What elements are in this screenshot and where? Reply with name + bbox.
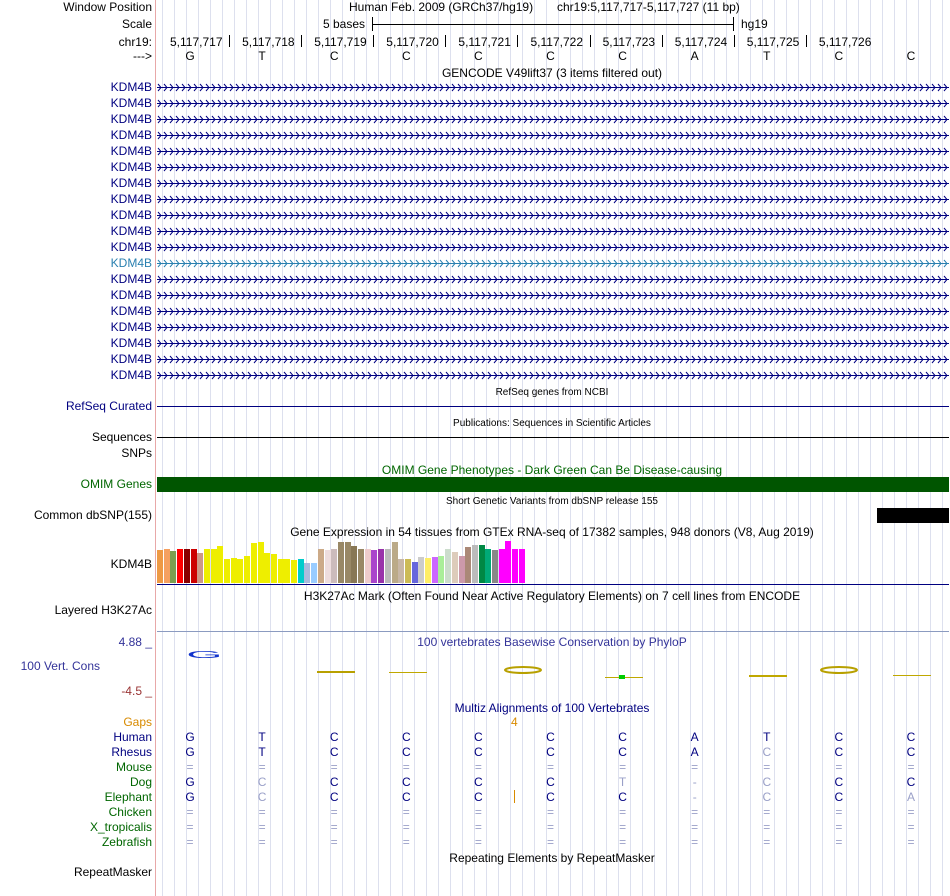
- aligned-base: C: [546, 790, 555, 804]
- snp-item[interactable]: [877, 508, 949, 523]
- gtex-tissue-bar[interactable]: [438, 556, 444, 583]
- gtex-tissue-bar[interactable]: [284, 559, 290, 583]
- gencode-transcript-label[interactable]: KDM4B: [110, 176, 152, 190]
- gencode-transcript[interactable]: [157, 320, 949, 335]
- aligned-base: =: [402, 835, 410, 849]
- aligned-base: C: [546, 775, 555, 789]
- aligned-base: C: [474, 730, 483, 744]
- gencode-transcript[interactable]: [157, 336, 949, 351]
- aligned-base: =: [402, 760, 410, 774]
- gencode-transcript[interactable]: [157, 224, 949, 239]
- gtex-tissue-bar[interactable]: [325, 550, 331, 583]
- reference-base: C: [906, 49, 916, 63]
- gtex-tissue-bar[interactable]: [485, 549, 491, 583]
- aligned-base: A: [906, 790, 915, 804]
- reference-base: C: [618, 49, 627, 63]
- repeatmasker-track-label[interactable]: RepeatMasker: [73, 865, 152, 879]
- omim-track-label[interactable]: OMIM Genes: [80, 477, 152, 491]
- aligned-base: =: [330, 760, 338, 774]
- gtex-tissue-bar[interactable]: [351, 546, 357, 583]
- scale-bar-right-end: [733, 17, 734, 31]
- aligned-base: =: [402, 820, 410, 834]
- aligned-base: =: [619, 835, 627, 849]
- ruler-coordinate: 5,117,721: [458, 35, 511, 49]
- aligned-base: =: [186, 760, 194, 774]
- aligned-base: =: [258, 760, 266, 774]
- gtex-tissue-bar[interactable]: [392, 542, 398, 583]
- gtex-tissue-bar[interactable]: [365, 549, 371, 583]
- reference-base: C: [546, 49, 555, 63]
- ruler-coordinate: 5,117,717: [170, 35, 223, 49]
- gtex-tissue-bar[interactable]: [311, 563, 317, 583]
- aligned-base: =: [474, 835, 482, 849]
- gencode-transcript-label[interactable]: KDM4B: [110, 320, 152, 334]
- gtex-tissue-bar[interactable]: [358, 549, 364, 583]
- aligned-base: =: [186, 835, 194, 849]
- h3k27ac-track-title: H3K27Ac Mark (Often Found Near Active Regulatory Elements) on 7 cell lines from ENCODE: [303, 589, 801, 603]
- ruler-tick: [445, 35, 446, 47]
- label-separator: [155, 0, 156, 896]
- gencode-transcript[interactable]: [157, 288, 949, 303]
- aligned-base: =: [835, 805, 843, 819]
- gtex-tissue-bar[interactable]: [472, 545, 478, 583]
- aligned-base: =: [546, 820, 554, 834]
- species-label[interactable]: Zebrafish: [101, 835, 152, 849]
- ruler-coordinate: 5,117,719: [314, 35, 367, 49]
- aligned-base: C: [834, 730, 844, 744]
- repeatmasker-track-title: Repeating Elements by RepeatMasker: [449, 851, 655, 865]
- gencode-transcript-label[interactable]: KDM4B: [110, 304, 152, 318]
- sequences-line[interactable]: [157, 437, 949, 438]
- ruler-coordinate: 5,117,725: [746, 35, 800, 49]
- gtex-tissue-bar[interactable]: [170, 551, 176, 583]
- ruler-tick: [301, 35, 302, 47]
- gtex-tissue-bar[interactable]: [217, 546, 223, 583]
- aligned-base: T: [763, 730, 771, 744]
- omim-gene-bar[interactable]: [157, 477, 949, 492]
- gtex-tissue-bar[interactable]: [271, 554, 277, 583]
- conservation-mark-c7: [893, 675, 931, 676]
- ruler-tick: [590, 35, 591, 47]
- scale-label: Scale: [121, 17, 152, 31]
- gtex-tissue-bar[interactable]: [345, 542, 351, 583]
- reference-base: C: [474, 49, 483, 63]
- reference-base: C: [834, 49, 844, 63]
- ruler-coordinate: 5,117,718: [242, 35, 295, 49]
- refseq-track-title: RefSeq genes from NCBI: [495, 387, 609, 398]
- gencode-track-title: GENCODE V49lift37 (3 items filtered out): [441, 66, 663, 80]
- aligned-base: C: [401, 775, 411, 789]
- aligned-base: C: [474, 745, 483, 759]
- gtex-tissue-bar[interactable]: [405, 559, 411, 583]
- aligned-base: C: [762, 775, 772, 789]
- aligned-base: =: [186, 805, 194, 819]
- h3k27ac-baseline: [157, 631, 949, 632]
- gencode-transcript-label[interactable]: KDM4B: [110, 352, 152, 366]
- ruler-coordinate: 5,117,720: [386, 35, 439, 49]
- gencode-transcript[interactable]: [157, 192, 949, 207]
- ruler-tick: [517, 35, 518, 47]
- snps-track-label[interactable]: SNPs: [121, 446, 152, 460]
- gencode-transcript-label[interactable]: KDM4B: [110, 240, 152, 254]
- gtex-baseline: [157, 584, 949, 585]
- aligned-base: -: [692, 790, 697, 804]
- aligned-base: C: [546, 730, 555, 744]
- gtex-tissue-bar[interactable]: [385, 549, 391, 583]
- aligned-base: C: [906, 730, 916, 744]
- gtex-tissue-bar[interactable]: [398, 559, 404, 583]
- scale-assembly: hg19: [741, 17, 768, 31]
- ruler-tick: [373, 35, 374, 47]
- conservation-ymin: -4.5 _: [121, 684, 152, 698]
- gencode-transcript[interactable]: [157, 272, 949, 287]
- ruler-tick: [806, 35, 807, 47]
- gtex-tissue-bar[interactable]: [452, 552, 458, 583]
- aligned-base: T: [618, 775, 627, 789]
- gtex-track-title: Gene Expression in 54 tissues from GTEx RNA-seq of 17382 samples, 948 donors (V8, Aug 2019): [290, 525, 814, 539]
- gtex-tissue-bar[interactable]: [191, 549, 197, 583]
- aligned-base: A: [690, 730, 699, 744]
- aligned-base: =: [258, 820, 266, 834]
- gencode-transcript-label[interactable]: KDM4B: [110, 96, 152, 110]
- reference-base: C: [329, 49, 339, 63]
- gencode-transcript[interactable]: [157, 112, 949, 127]
- species-label[interactable]: X_tropicalis: [89, 820, 152, 834]
- gencode-transcript[interactable]: [157, 352, 949, 367]
- ruler-tick: [662, 35, 663, 47]
- conservation-ymax: 4.88 _: [118, 635, 152, 649]
- ruler-coordinate: 5,117,726: [818, 35, 872, 49]
- gtex-tissue-bar[interactable]: [231, 558, 237, 583]
- reference-base: G: [185, 49, 195, 63]
- gencode-transcript-label[interactable]: KDM4B: [110, 336, 152, 350]
- region-text: chr19:5,117,717-5,117,727 (11 bp): [557, 0, 740, 14]
- gtex-tissue-bar[interactable]: [465, 547, 471, 583]
- gtex-tissue-bar[interactable]: [258, 542, 264, 583]
- gencode-transcript-label[interactable]: KDM4B: [110, 80, 152, 94]
- aligned-base: =: [907, 835, 915, 849]
- conservation-mark-c2: [389, 672, 427, 673]
- aligned-base: =: [907, 820, 915, 834]
- gtex-tissue-bar[interactable]: [278, 559, 284, 583]
- aligned-base: =: [691, 835, 699, 849]
- gtex-tissue-bar[interactable]: [251, 543, 257, 583]
- dbsnp-track-title: Short Genetic Variants from dbSNP release 155: [446, 496, 658, 507]
- aligned-base: C: [834, 745, 844, 759]
- gencode-transcript-label[interactable]: KDM4B: [110, 288, 152, 302]
- gencode-transcript-label[interactable]: KDM4B: [110, 256, 152, 270]
- aligned-base: =: [763, 805, 771, 819]
- gtex-bar-chart[interactable]: [157, 540, 557, 583]
- aligned-base: C: [906, 775, 916, 789]
- aligned-base: C: [257, 775, 267, 789]
- h3k27ac-track-label[interactable]: Layered H3K27Ac: [54, 603, 152, 617]
- gtex-tissue-bar[interactable]: [499, 549, 505, 583]
- window-position-label: Window Position: [63, 0, 152, 14]
- gtex-tissue-bar[interactable]: [211, 549, 217, 583]
- aligned-base: T: [258, 730, 266, 744]
- gencode-transcript-label[interactable]: KDM4B: [110, 160, 152, 174]
- gtex-tissue-bar[interactable]: [177, 549, 183, 583]
- conservation-mark-c1: [317, 671, 355, 673]
- reference-base: C: [401, 49, 411, 63]
- aligned-base: =: [763, 760, 771, 774]
- gencode-transcript-label[interactable]: KDM4B: [110, 112, 152, 126]
- gtex-tissue-bar[interactable]: [378, 549, 384, 583]
- aligned-base: C: [329, 790, 339, 804]
- aligned-base: G: [185, 790, 195, 804]
- insertion-mark: [514, 790, 515, 803]
- aligned-base: C: [762, 745, 772, 759]
- gtex-tissue-bar[interactable]: [157, 550, 163, 583]
- ruler-tick: [229, 35, 230, 47]
- species-label[interactable]: Mouse: [115, 760, 152, 774]
- gencode-transcript[interactable]: [157, 208, 949, 223]
- gtex-tissue-bar[interactable]: [412, 562, 418, 583]
- aligned-base: =: [835, 760, 843, 774]
- aligned-base: =: [258, 835, 266, 849]
- scale-bases-text: 5 bases: [323, 17, 366, 31]
- gtex-tissue-bar[interactable]: [432, 557, 438, 583]
- aligned-base: =: [258, 805, 266, 819]
- gap-count: 4: [511, 715, 518, 729]
- aligned-base: C: [329, 745, 339, 759]
- species-label[interactable]: Rhesus: [111, 745, 152, 759]
- aligned-base: =: [330, 835, 338, 849]
- aligned-base: =: [763, 835, 771, 849]
- aligned-base: =: [835, 820, 843, 834]
- conservation-plot[interactable]: [157, 645, 949, 695]
- strand-label: --->: [133, 49, 152, 63]
- gtex-tissue-bar[interactable]: [291, 560, 297, 583]
- reference-base: T: [763, 49, 771, 63]
- refseq-track-label[interactable]: RefSeq Curated: [65, 399, 152, 413]
- gencode-transcript[interactable]: [157, 128, 949, 143]
- ruler-tick: [734, 35, 735, 47]
- gtex-tissue-bar[interactable]: [459, 556, 465, 583]
- gtex-tissue-bar[interactable]: [304, 563, 310, 583]
- multiz-track-title: Multiz Alignments of 100 Vertebrates: [454, 701, 650, 715]
- aligned-base: =: [835, 835, 843, 849]
- aligned-base: =: [907, 805, 915, 819]
- gencode-transcript[interactable]: [157, 256, 949, 271]
- gtex-tissue-bar[interactable]: [164, 549, 170, 583]
- gencode-transcript[interactable]: [157, 80, 949, 95]
- aligned-base: =: [330, 820, 338, 834]
- aligned-base: =: [907, 760, 915, 774]
- aligned-base: =: [691, 820, 699, 834]
- aligned-base: =: [546, 835, 554, 849]
- scale-bar-left-end: [372, 17, 373, 31]
- gencode-transcript[interactable]: [157, 144, 949, 159]
- dbsnp-track-label[interactable]: Common dbSNP(155): [33, 508, 152, 522]
- gencode-transcript-label[interactable]: KDM4B: [110, 192, 152, 206]
- ruler-coordinate: 5,117,724: [674, 35, 728, 49]
- aligned-base: C: [618, 730, 627, 744]
- aligned-base: =: [619, 760, 627, 774]
- reference-base: T: [258, 49, 266, 63]
- refseq-line[interactable]: [157, 406, 949, 407]
- conservation-track-label[interactable]: 100 Vert. Cons: [20, 659, 100, 673]
- aligned-base: A: [690, 745, 699, 759]
- conservation-mark-c3: [505, 667, 541, 673]
- gtex-track-label[interactable]: KDM4B: [110, 557, 152, 571]
- chrom-label: chr19:: [118, 35, 152, 49]
- gencode-transcript[interactable]: [157, 160, 949, 175]
- gtex-tissue-bar[interactable]: [298, 559, 304, 583]
- gtex-tissue-bar[interactable]: [184, 549, 190, 583]
- gtex-tissue-bar[interactable]: [264, 553, 270, 583]
- aligned-base: =: [546, 760, 554, 774]
- gtex-tissue-bar[interactable]: [425, 558, 431, 583]
- gencode-transcript-label[interactable]: KDM4B: [110, 368, 152, 382]
- aligned-base: =: [619, 805, 627, 819]
- aligned-base: C: [546, 745, 555, 759]
- aligned-base: =: [691, 805, 699, 819]
- gencode-transcript-label[interactable]: KDM4B: [110, 144, 152, 158]
- conservation-mark-c5: [749, 675, 787, 677]
- publications-track-title: Publications: Sequences in Scientific Articles: [453, 418, 651, 429]
- aligned-base: C: [834, 790, 844, 804]
- gtex-tissue-bar[interactable]: [197, 553, 203, 583]
- species-label[interactable]: Dog: [129, 775, 152, 789]
- aligned-base: =: [763, 820, 771, 834]
- aligned-base: C: [474, 790, 483, 804]
- gencode-transcript[interactable]: [157, 96, 949, 111]
- aligned-base: C: [257, 790, 267, 804]
- conservation-logo-g: G: [186, 649, 223, 661]
- aligned-base: C: [618, 790, 627, 804]
- ruler-coordinate: 5,117,723: [602, 35, 656, 49]
- gencode-transcript-label[interactable]: KDM4B: [110, 208, 152, 222]
- aligned-base: =: [186, 820, 194, 834]
- conservation-mark-t: [619, 675, 625, 679]
- aligned-base: C: [401, 745, 411, 759]
- aligned-base: C: [329, 730, 339, 744]
- gtex-tissue-bar[interactable]: [519, 549, 525, 583]
- gencode-transcript-label[interactable]: KDM4B: [110, 224, 152, 238]
- aligned-base: -: [692, 775, 697, 789]
- aligned-base: =: [474, 820, 482, 834]
- omim-track-title: OMIM Gene Phenotypes - Dark Green Can Be Disease-causing: [381, 463, 723, 477]
- species-label[interactable]: Chicken: [108, 805, 152, 819]
- aligned-base: G: [185, 745, 195, 759]
- gtex-tissue-bar[interactable]: [418, 557, 424, 583]
- gencode-transcript[interactable]: [157, 176, 949, 191]
- scale-bar: [372, 24, 734, 25]
- aligned-base: =: [619, 820, 627, 834]
- gencode-transcript[interactable]: [157, 240, 949, 255]
- reference-base: A: [690, 49, 699, 63]
- aligned-base: =: [330, 805, 338, 819]
- aligned-base: C: [474, 775, 483, 789]
- aligned-base: =: [691, 760, 699, 774]
- gencode-transcript[interactable]: [157, 304, 949, 319]
- gtex-tissue-bar[interactable]: [512, 549, 518, 583]
- aligned-base: C: [618, 745, 627, 759]
- gtex-tissue-bar[interactable]: [204, 549, 210, 583]
- gtex-tissue-bar[interactable]: [244, 556, 250, 583]
- assembly-text: Human Feb. 2009 (GRCh37/hg19): [349, 0, 534, 14]
- gtex-tissue-bar[interactable]: [224, 559, 230, 583]
- sequences-track-label[interactable]: Sequences: [91, 430, 152, 444]
- gencode-transcript-label[interactable]: KDM4B: [110, 128, 152, 142]
- conservation-mark-c6: [821, 667, 857, 673]
- gtex-tissue-bar[interactable]: [318, 549, 324, 583]
- gencode-transcript[interactable]: [157, 368, 949, 383]
- species-label[interactable]: Elephant: [104, 790, 152, 804]
- gtex-tissue-bar[interactable]: [505, 541, 511, 583]
- gtex-tissue-bar[interactable]: [492, 550, 498, 583]
- aligned-base: C: [401, 730, 411, 744]
- aligned-base: =: [474, 805, 482, 819]
- conservation-track-title: 100 vertebrates Basewise Conservation by PhyloP: [417, 635, 687, 649]
- gtex-tissue-bar[interactable]: [331, 549, 337, 583]
- aligned-base: =: [402, 805, 410, 819]
- aligned-base: G: [185, 730, 195, 744]
- gtex-tissue-bar[interactable]: [338, 542, 344, 583]
- gtex-tissue-bar[interactable]: [445, 549, 451, 583]
- aligned-base: C: [906, 745, 916, 759]
- species-label[interactable]: Human: [113, 730, 152, 744]
- gencode-transcript-label[interactable]: KDM4B: [110, 272, 152, 286]
- aligned-base: C: [762, 790, 772, 804]
- gtex-tissue-bar[interactable]: [371, 550, 377, 583]
- aligned-base: G: [185, 775, 195, 789]
- aligned-base: =: [546, 805, 554, 819]
- gtex-tissue-bar[interactable]: [479, 545, 485, 583]
- aligned-base: T: [258, 745, 266, 759]
- aligned-base: =: [474, 760, 482, 774]
- aligned-base: C: [329, 775, 339, 789]
- aligned-base: C: [834, 775, 844, 789]
- gaps-label: Gaps: [123, 715, 152, 729]
- aligned-base: C: [401, 790, 411, 804]
- gtex-tissue-bar[interactable]: [237, 559, 243, 583]
- ruler-coordinate: 5,117,722: [530, 35, 583, 49]
